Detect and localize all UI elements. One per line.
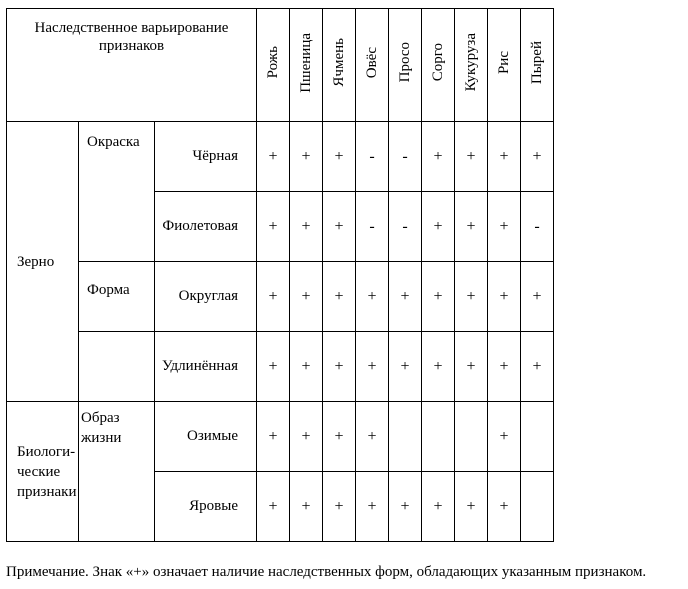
table-row	[7, 192, 554, 262]
table-cell: +	[521, 262, 554, 332]
table-cell	[455, 402, 488, 472]
table-cell: +	[389, 332, 422, 402]
crop-name: Сорго	[430, 43, 446, 82]
category-grain: Зерно	[7, 122, 79, 402]
table-cell: +	[488, 472, 521, 542]
crop-header	[323, 9, 356, 122]
table-cell: +	[422, 262, 455, 332]
table-cell	[521, 472, 554, 542]
table-cell: +	[521, 122, 554, 192]
crop-name: Просо	[397, 42, 413, 83]
subcategory-life-form	[79, 402, 155, 472]
category-biological-line2: ческие	[17, 463, 61, 480]
table-cell: +	[455, 332, 488, 402]
table-cell: +	[422, 122, 455, 192]
table-cell: +	[290, 192, 323, 262]
table-cell	[521, 402, 554, 472]
table-cell: +	[290, 472, 323, 542]
crop-header	[389, 9, 422, 122]
table-cell: +	[389, 472, 422, 542]
table-cell: +	[323, 332, 356, 402]
subcategory-life-form-line1: Образ	[81, 410, 120, 426]
table-cell: +	[323, 192, 356, 262]
table-cell: +	[422, 472, 455, 542]
table-cell	[422, 402, 455, 472]
category-biological	[7, 402, 79, 542]
table-row	[7, 472, 554, 542]
crop-header	[521, 9, 554, 122]
crop-header	[257, 9, 290, 122]
table-cell: +	[389, 262, 422, 332]
table-cell: +	[521, 332, 554, 402]
subcategory-shape: Форма	[79, 262, 155, 332]
table-cell: +	[257, 122, 290, 192]
crop-header	[422, 9, 455, 122]
table-cell: +	[488, 192, 521, 262]
table-title-line2: признаков	[98, 38, 165, 54]
trait-label: Яровые	[155, 472, 257, 542]
table-cell: +	[257, 472, 290, 542]
crop-name: Рожь	[265, 46, 281, 79]
table-cell: -	[521, 192, 554, 262]
subcategory-blank	[79, 192, 155, 262]
subcategory-blank	[79, 472, 155, 542]
table-row	[7, 262, 554, 332]
table-cell: -	[356, 192, 389, 262]
trait-label: Чёрная	[155, 122, 257, 192]
table-row	[7, 332, 554, 402]
table-cell: +	[290, 402, 323, 472]
table-cell: +	[455, 262, 488, 332]
table-cell: +	[290, 122, 323, 192]
table-cell: +	[422, 332, 455, 402]
table-cell: +	[257, 332, 290, 402]
table-title	[7, 9, 257, 122]
table-cell: +	[290, 262, 323, 332]
table-row	[7, 122, 554, 192]
header-row	[7, 9, 554, 122]
subcategory-color: Окраска	[79, 122, 155, 192]
table-cell: +	[356, 402, 389, 472]
table-title-line1: Наследственное варьирование	[34, 20, 229, 36]
table-cell: +	[356, 332, 389, 402]
crop-name: Пырей	[529, 40, 545, 85]
table-cell: +	[488, 262, 521, 332]
table-cell: +	[455, 192, 488, 262]
table-cell: +	[257, 402, 290, 472]
trait-label: Округлая	[155, 262, 257, 332]
trait-label: Удлинённая	[155, 332, 257, 402]
crop-header	[356, 9, 389, 122]
table-cell: -	[389, 192, 422, 262]
crop-header	[488, 9, 521, 122]
crop-name: Пшеница	[298, 32, 314, 93]
table-cell: +	[323, 472, 356, 542]
table-cell: +	[455, 122, 488, 192]
table-cell: +	[323, 402, 356, 472]
crop-name: Рис	[496, 50, 512, 75]
table-cell: +	[257, 262, 290, 332]
category-biological-line1: Биологи-	[17, 443, 76, 460]
trait-label: Озимые	[155, 402, 257, 472]
crop-name: Кукуруза	[463, 33, 479, 92]
heredity-table	[6, 8, 554, 542]
table-cell: +	[356, 472, 389, 542]
table-note: Примечание. Знак «+» означает наличие наследственных форм, обладающих указанным признаком.	[6, 564, 647, 580]
table-cell: +	[356, 262, 389, 332]
table-cell: +	[455, 472, 488, 542]
crop-header	[455, 9, 488, 122]
table-cell: +	[488, 122, 521, 192]
subcategory-life-form-line2: жизни	[81, 430, 122, 446]
crop-name: Ячмень	[331, 38, 347, 87]
table-row	[7, 402, 554, 472]
trait-label: Фиолетовая	[155, 192, 257, 262]
table-cell: +	[290, 332, 323, 402]
table-cell: +	[323, 122, 356, 192]
table-cell: -	[356, 122, 389, 192]
table-cell: +	[488, 332, 521, 402]
table-cell: +	[323, 262, 356, 332]
table-cell: +	[488, 402, 521, 472]
category-biological-line3: признаки	[17, 483, 77, 500]
table-cell: +	[257, 192, 290, 262]
crop-header	[290, 9, 323, 122]
table-cell	[389, 402, 422, 472]
subcategory-blank	[79, 332, 155, 402]
table-cell: +	[422, 192, 455, 262]
crop-name: Овёс	[364, 46, 380, 79]
table-cell: -	[389, 122, 422, 192]
